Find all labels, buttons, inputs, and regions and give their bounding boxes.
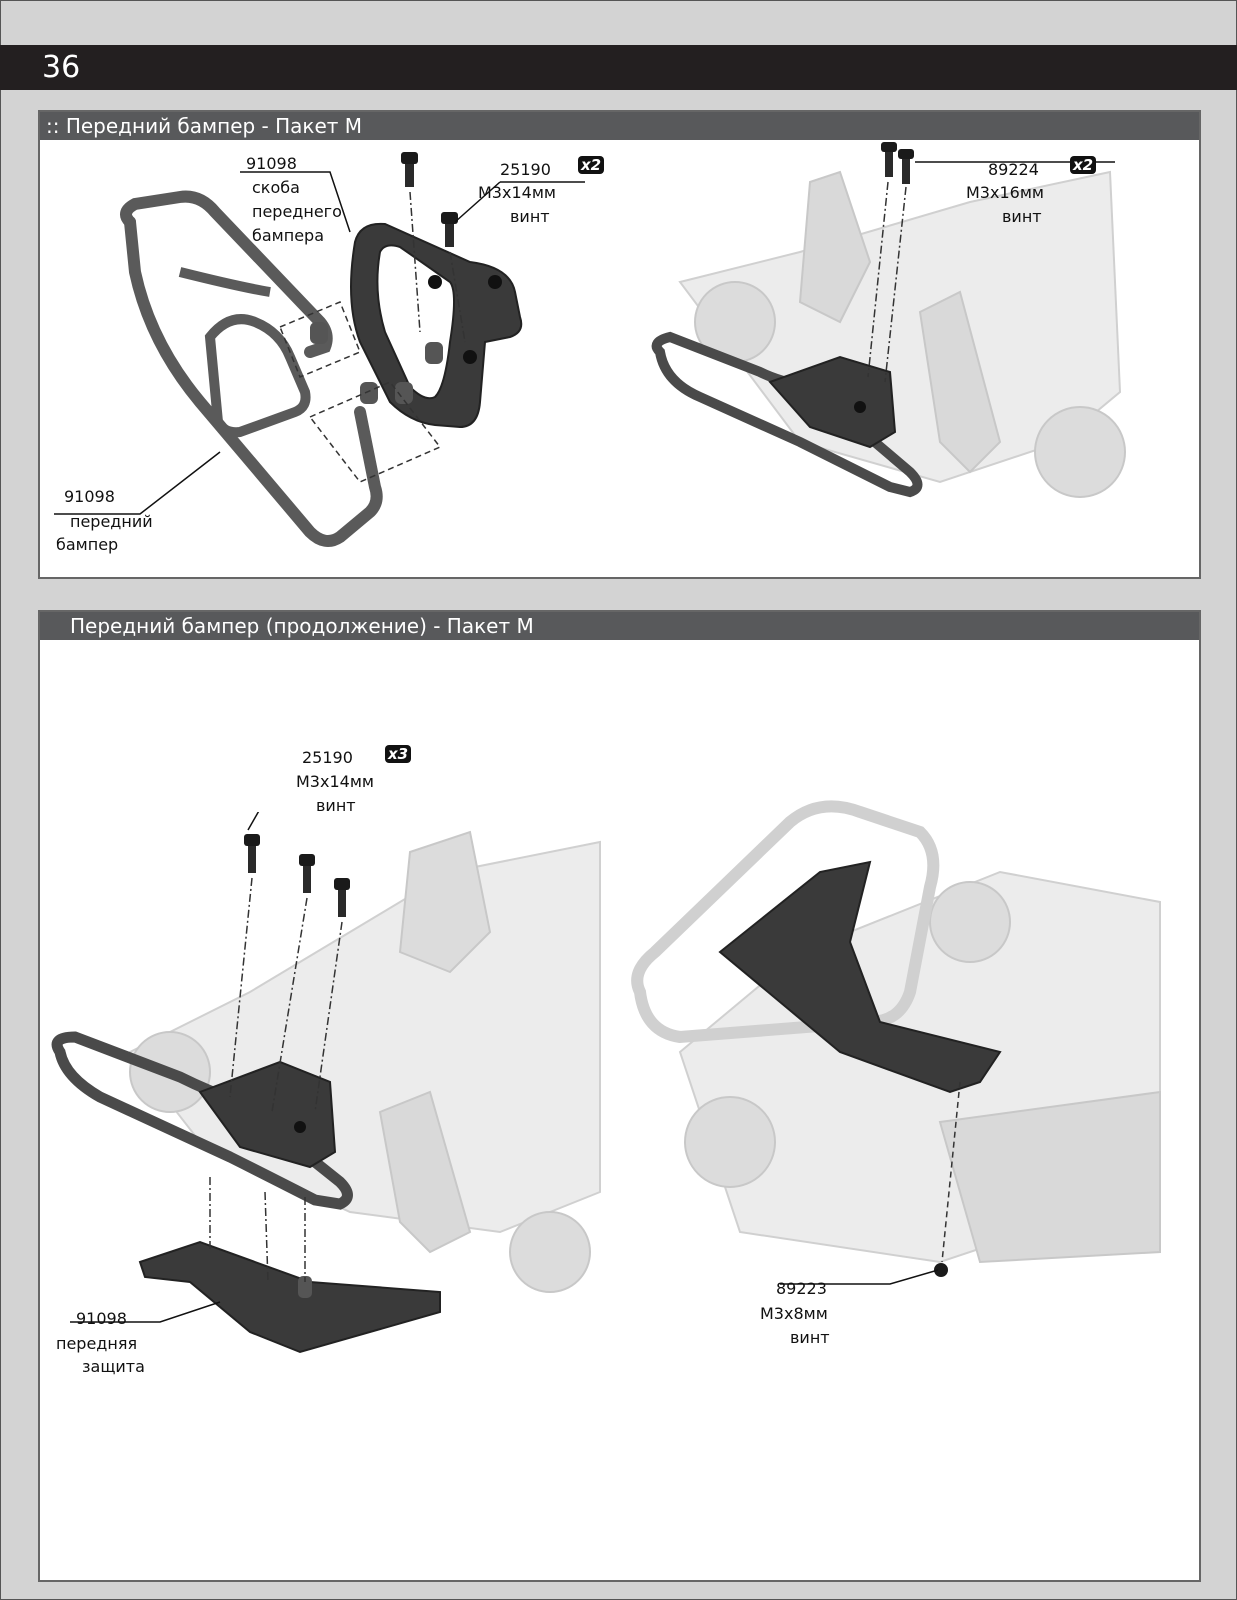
section-1-panel [38,110,1201,579]
bumper-part-number: 91098 [64,487,115,506]
bumper-name-line-2: бампер [56,535,119,554]
guard-name-line-2: защита [82,1357,145,1376]
bumper-name-line-1: передний [70,512,153,531]
screw-type: винт [510,207,550,226]
screw2-size-2: M3x8мм [760,1304,828,1323]
screw-quantity-badge-2: x3 [385,745,411,763]
screw2-quantity-badge: x2 [1070,156,1096,174]
page-number: 36 [42,50,81,85]
screw-part-number-2: 25190 [302,748,353,767]
bumper-installed-diagram [640,142,1160,572]
bracket-part-number: 91098 [246,154,297,173]
guard-name-line-1: передняя [56,1334,138,1353]
skid-plate-exploded-diagram [50,812,610,1412]
screw-size: M3x14мм [478,183,556,202]
screw2-type: винт [1002,207,1042,226]
screw2-part-number: 89224 [988,160,1039,179]
section-2-title: Передний бампер (продолжение) - Пакет M [40,612,1199,640]
guard-part-number: 91098 [76,1309,127,1328]
ramp-plate-diagram [620,792,1180,1292]
screw2-size: M3x16мм [966,183,1044,202]
section-1-title: :: Передний бампер - Пакет M [40,112,1199,140]
bracket-name-line-3: бампера [252,226,325,245]
screw2-part-number-2: 89223 [776,1279,827,1298]
screw2-type-2: винт [790,1328,830,1347]
bracket-name-line-1: скоба [252,178,300,197]
screw-type-2: винт [316,796,356,815]
page-header-bar [0,45,1237,90]
bracket-name-line-2: переднего [252,202,342,221]
screw-part-number: 25190 [500,160,551,179]
front-skid-plate-drawing [140,1242,440,1352]
screw-quantity-badge: x2 [578,156,604,174]
section-2-panel [38,610,1201,1582]
screw-size-2: M3x14мм [296,772,374,791]
